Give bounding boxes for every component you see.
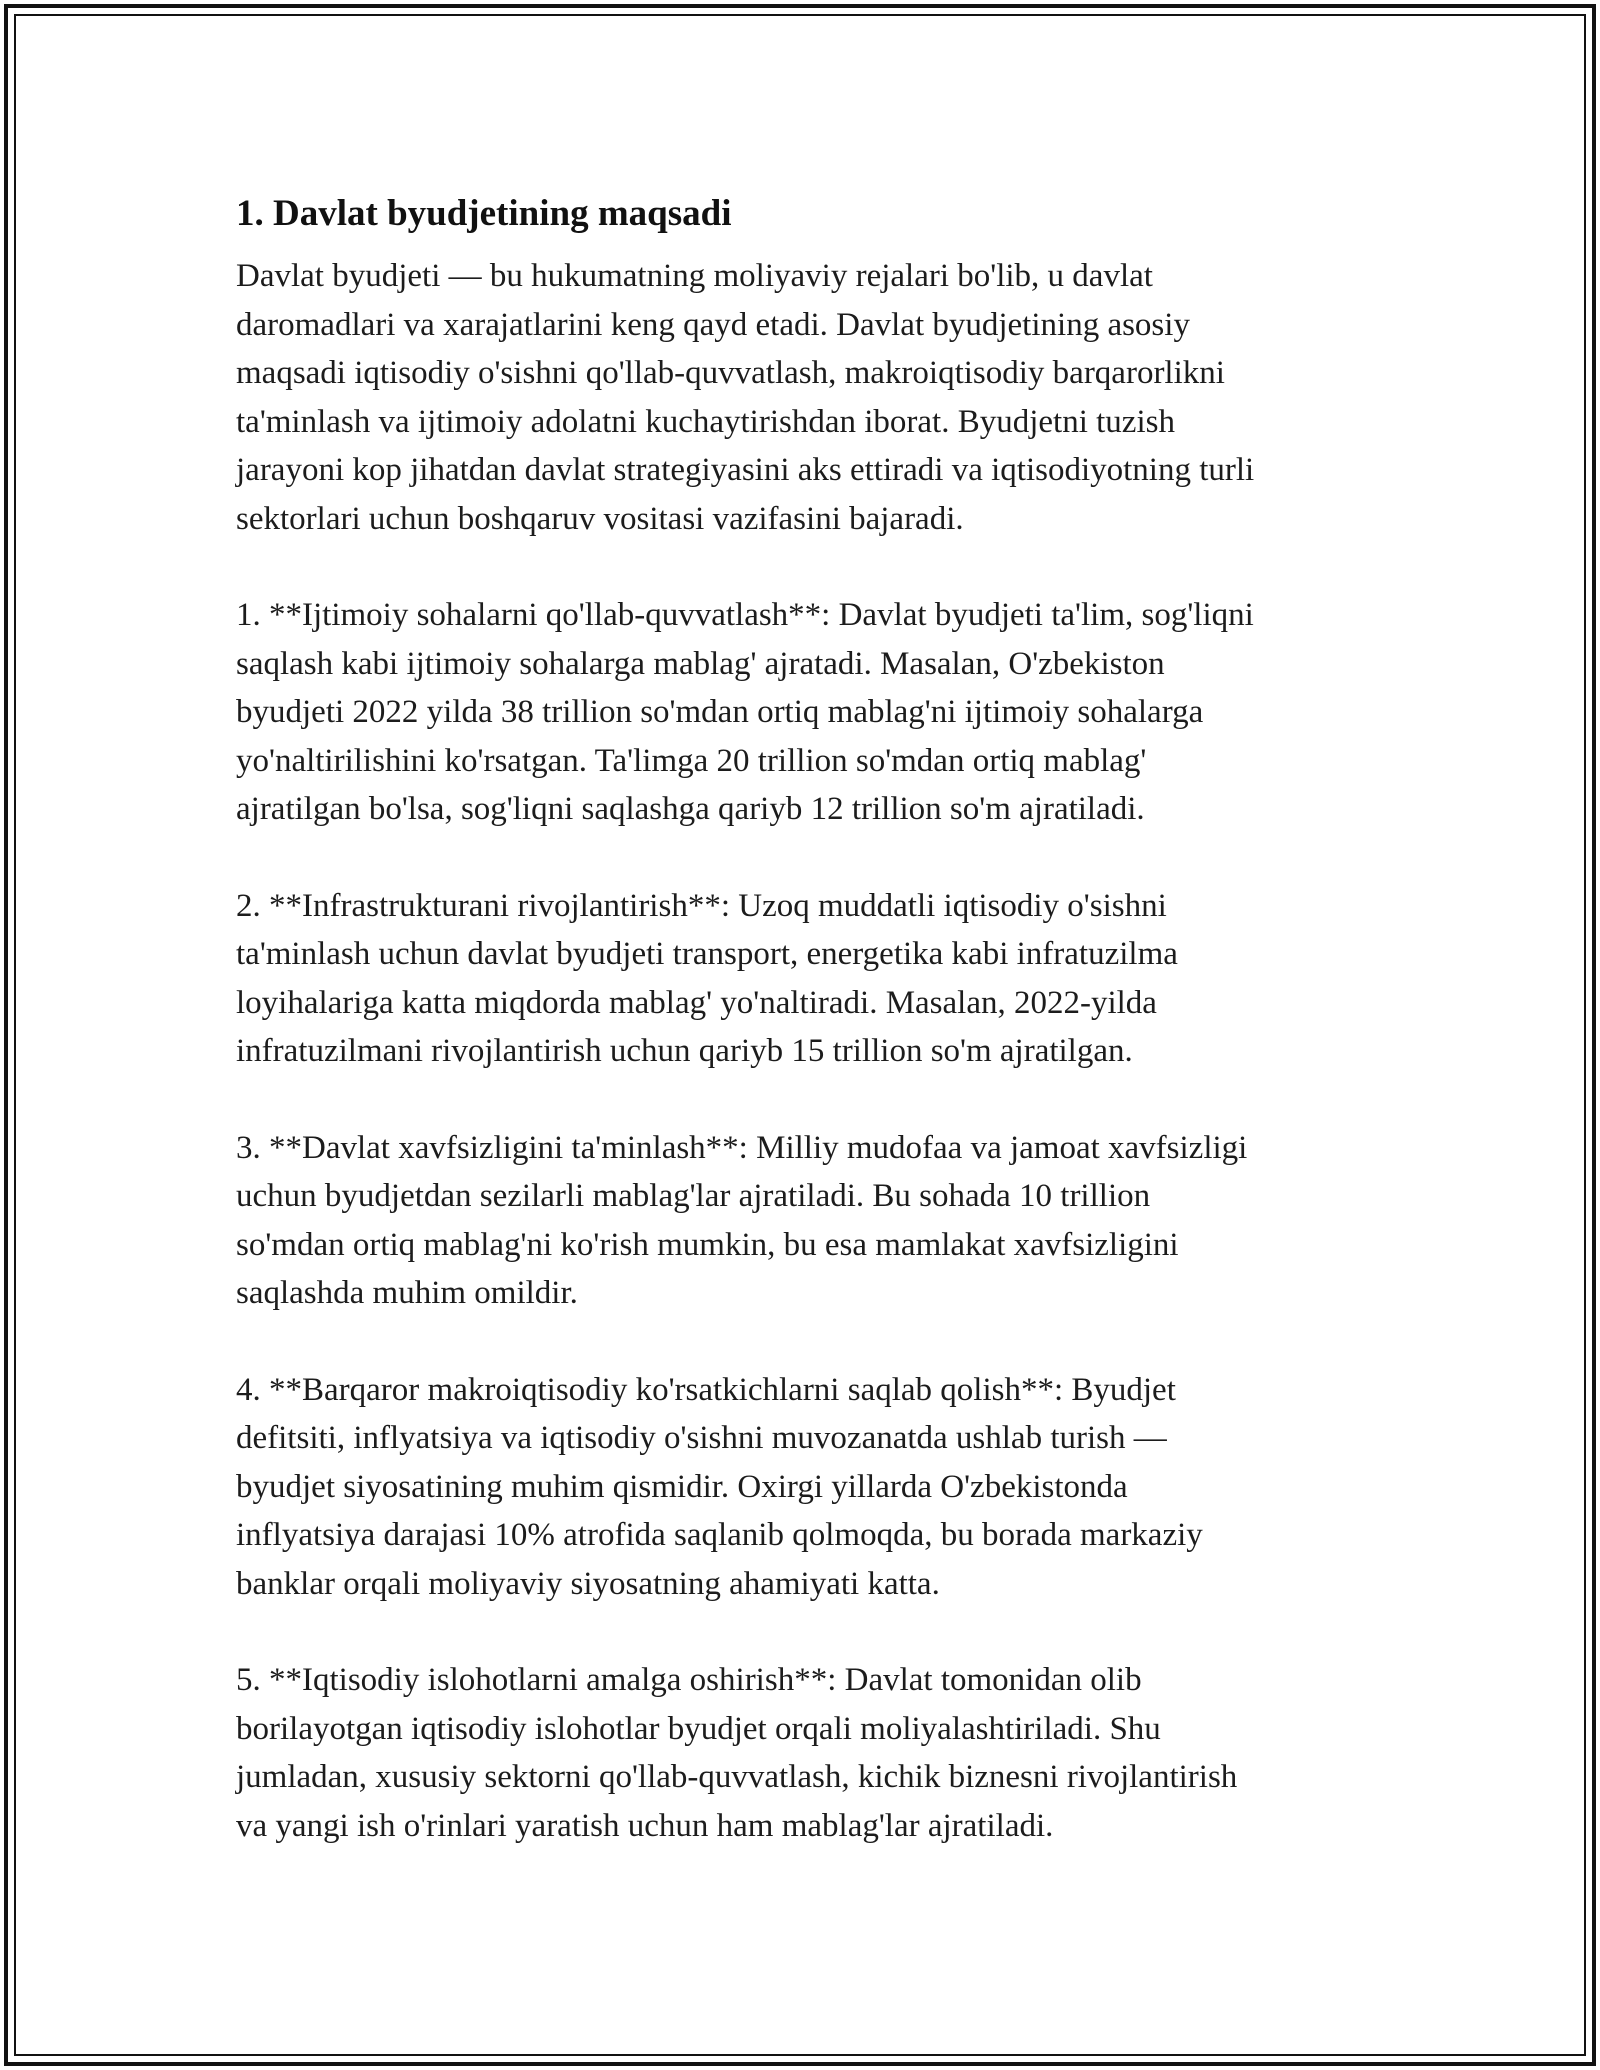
list-item-social-sectors: 1. **Ijtimoiy sohalarni qo'llab-quvvatlash**: Davlat byudjeti ta'lim, sog'liqni saqlash kabi ijtimoiy sohalarga mablag' ajratadi. Masalan, O'zbekiston byudjeti 2022 yilda 38 trillion so'mdan ortiq mablag'ni ijtimoiy sohalarga yo'naltirilishini ko'rsatgan. Ta'limga 20 trillion so'mdan ortiq mablag' ajratilgan bo'lsa, sog'liqni saqlashga qariyb 12 trillion so'm ajratiladi. xyxy=(236,597,1254,827)
list-item-macro-stability: 4. **Barqaror makroiqtisodiy ko'rsatkichlarni saqlab qolish**: Byudjet defitsiti, inflyatsiya va iqtisodiy o'sishni muvozanatda ushlab turish — byudjet siyosatining muhim qismidir. Oxirgi yillarda O'zbekistonda inflyatsiya darajasi 10% atrofida saqlanib qolmoqda, bu borada markaziy banklar orqali moliyaviy siyosatning ahamiyati katta. xyxy=(236,1371,1203,1602)
list-item-state-security: 3. **Davlat xavfsizligini ta'minlash**: Milliy mudofaa va jamoat xavfsizligi uchun byudjetdan sezilarli mablag'lar ajratiladi. Bu sohada 10 trillion so'mdan ortiq mablag'ni ko'rish mumkin, bu esa mamlakat xavfsizligini saqlashda muhim omildir. xyxy=(236,1129,1248,1311)
intro-paragraph: Davlat byudjeti — bu hukumatning moliyaviy rejalari bo'lib, u davlat daromadlari va xarajatlarini keng qayd etadi. Davlat byudjetining asosiy maqsadi iqtisodiy o'sishni qo'llab-quvvatlash, makroiqtisodiy barqarorlikni ta'minlash va ijtimoiy adolatni kuchaytirishdan iborat. Byudjetni tuzish jarayoni kop jihatdan davlat strategiyasini aks ettiradi va iqtisodiyotning turli sektorlari uchun boshqaruv vositasi vazifasini bajaradi. xyxy=(236,258,1255,537)
list-item-infrastructure: 2. **Infrastrukturani rivojlantirish**: Uzoq muddatli iqtisodiy o'sishni ta'minlash uchun davlat byudjeti transport, energetika kabi infratuzilma loyihalariga katta miqdorda mablag' yo'naltiradi. Masalan, 2022-yilda infratuzilmani rivojlantirish uchun qariyb 15 trillion so'm ajratilgan. xyxy=(236,887,1178,1069)
section-heading: 1. Davlat byudjetining maqsadi xyxy=(236,193,732,234)
list-item-economic-reforms: 5. **Iqtisodiy islohotlarni amalga oshirish**: Davlat tomonidan olib borilayotgan iqtisodiy islohotlar byudjet orqali moliyalashtiriladi. Shu jumladan, xususiy sektorni qo'llab-quvvatlash, kichik biznesni rivojlantirish va yangi ish o'rinlari yaratish uchun ham mablag'lar ajratiladi. xyxy=(236,1662,1238,1844)
document-body xyxy=(236,186,1376,1850)
